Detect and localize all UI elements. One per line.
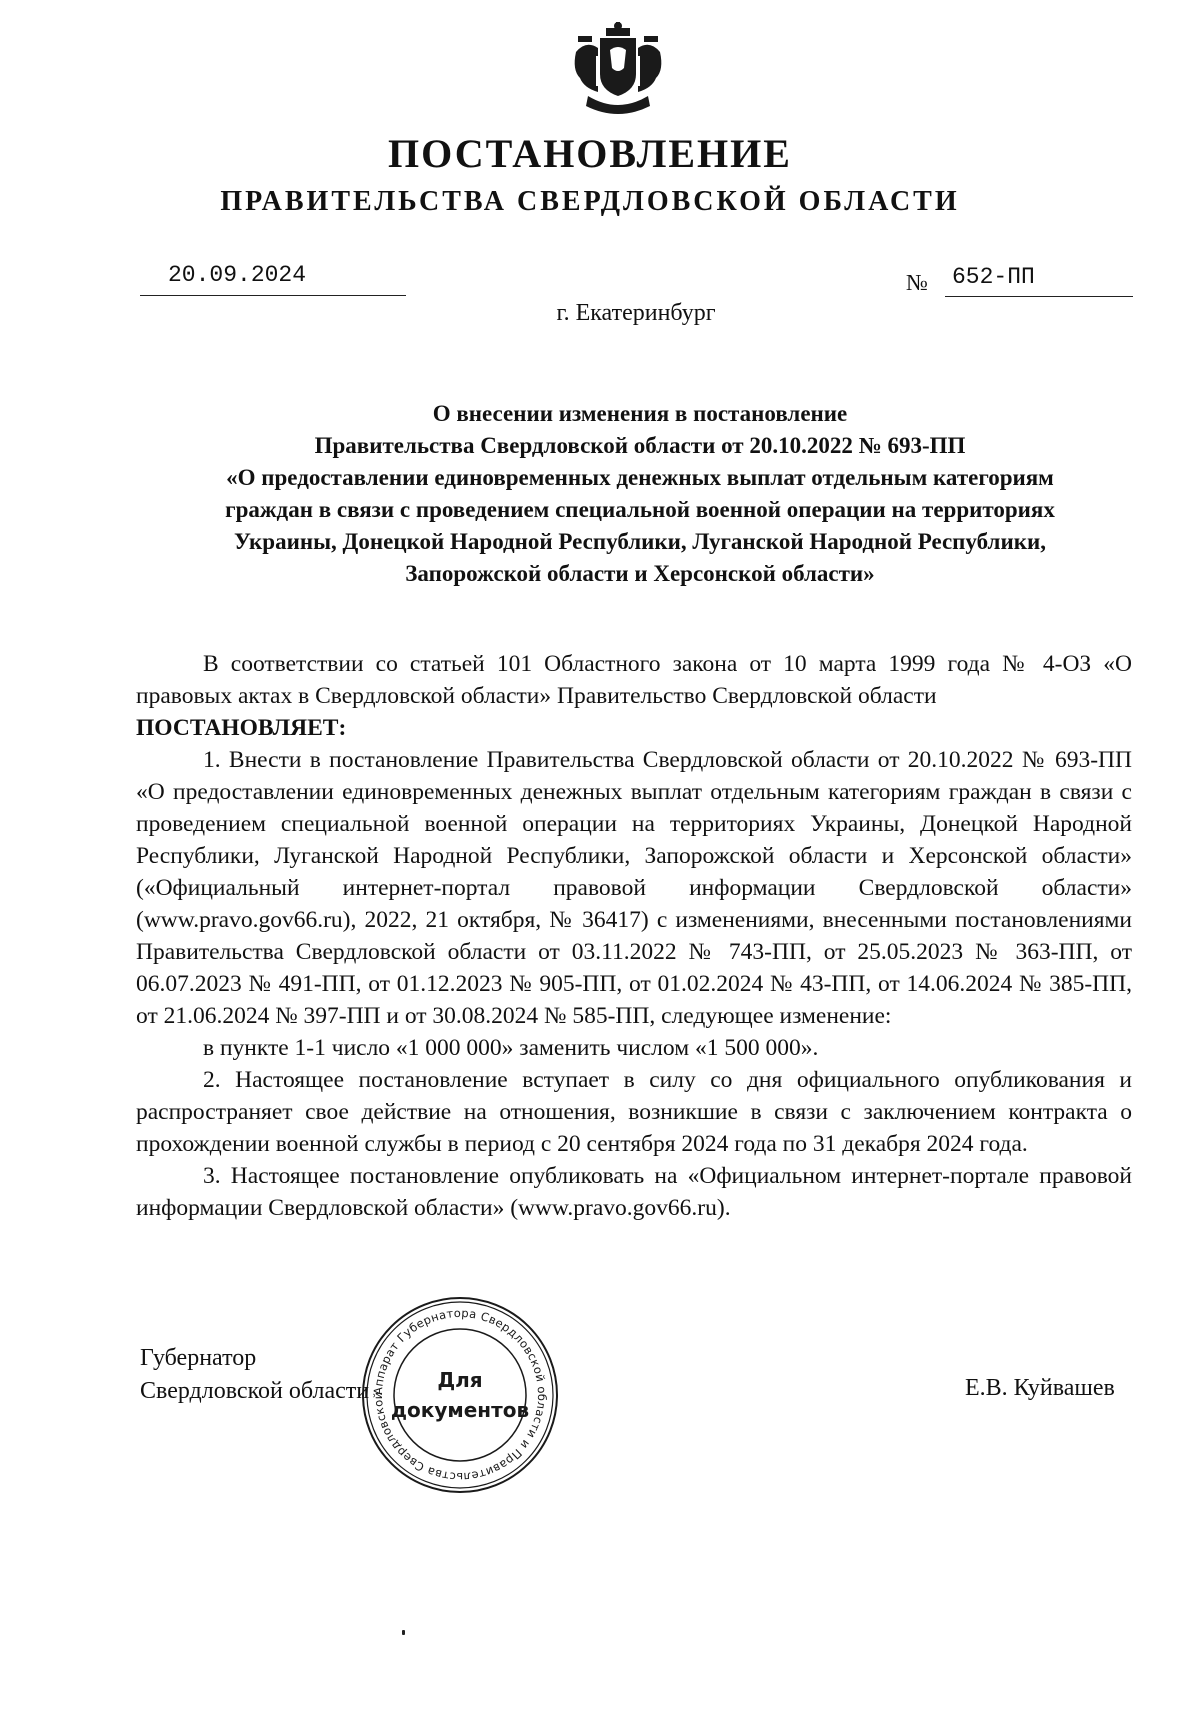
item-1-change: в пункте 1-1 число «1 000 000» заменить числом «1 500 000». — [203, 1035, 819, 1061]
scan-speck — [402, 1630, 405, 1635]
document-heading — [140, 398, 1140, 590]
document-date: 20.09.2024 — [168, 262, 307, 288]
heading-line: Украины, Донецкой Народной Республики, Луганской Народной Республики, — [234, 529, 1046, 554]
decree-word: ПОСТАНОВЛЯЕТ: — [136, 715, 347, 741]
number-sign: № — [906, 270, 928, 295]
document-number: 652-ПП — [952, 264, 1035, 290]
signatory-title-line: Губернатор — [140, 1345, 257, 1371]
signatory-title — [140, 1342, 369, 1408]
number-underline — [945, 296, 1133, 297]
item-1-paragraph: 1. Внести в постановление Правительства Свердловской области от 20.10.2022 № 693-ПП «О предоставлении единовременных денежных выплат отдельным категориям граждан в связи с проведением специальной военной операции на территориях Украины, Донецкой Народной Республики, Луганской Народной Республики, Запорожской области и Херсонской области» («Официальный интернет-портал правовой информации Свердловской области» (www.pravo.gov66.ru), 2022, 21 октября, № 36417) с изменениями, внесенными постановлениями Правительства Свердловской области от 03.11.2022 № 743-ПП, от 25.05.2023 № 363-ПП, от 06.07.2023 № 491-ПП, от 01.12.2023 № 905-ПП, от 01.02.2024 № 43-ПП, от 14.06.2024 № 385-ПП, от 21.06.2024 № 397-ПП и от 30.08.2024 № 585-ПП, следующее изменение: — [136, 747, 1132, 1029]
heading-line: О внесении изменения в постановление — [432, 401, 848, 426]
stamp-center-text — [360, 1365, 560, 1425]
preamble-paragraph: В соответствии со статьей 101 Областного закона от 10 марта 1999 года № 4-ОЗ «О правовых актах в Свердловской области» Правительство Свердловской области — [136, 651, 1132, 709]
coat-of-arms-icon — [570, 22, 666, 122]
heading-line: граждан в связи с проведением специальной военной операции на территориях — [225, 497, 1055, 522]
svg-text:Аппарат Губернатора Свердловск: Аппарат Губернатора Свердловской области и Правительства Свердловской — [370, 1305, 550, 1485]
signatory-title-line: Свердловской области — [140, 1378, 370, 1404]
heading-line: «О предоставлении единовременных денежных выплат отдельным категориям — [226, 465, 1054, 490]
heading-line: Запорожской области и Херсонской области» — [405, 561, 875, 586]
heading-line: Правительства Свердловской области от 20.10.2022 № 693-ПП — [314, 433, 966, 458]
item-2-paragraph: 2. Настоящее постановление вступает в силу со дня официального опубликования и распространяет свое действие на отношения, возникшие в связи с заключением контракта о прохождении военной службы в период с 20 сентября 2024 года по 31 декабря 2024 года. — [136, 1067, 1132, 1157]
document-title: ПОСТАНОВЛЕНИЕ — [388, 131, 792, 176]
document-city: г. Екатеринбург — [556, 300, 716, 326]
seal-stamp — [360, 1295, 560, 1495]
stamp-center-line: документов — [390, 1398, 530, 1422]
date-underline — [140, 295, 406, 296]
signatory-name: Е.В. Куйвашев — [965, 1375, 1115, 1401]
item-3-paragraph: 3. Настоящее постановление опубликовать на «Официальном интернет-портале правовой информации Свердловской области» (www.pravo.gov66.ru). — [136, 1163, 1132, 1221]
document-subtitle: ПРАВИТЕЛЬСТВА СВЕРДЛОВСКОЙ ОБЛАСТИ — [220, 186, 960, 217]
document-body — [136, 648, 1132, 1224]
stamp-center-line: Для — [437, 1368, 483, 1392]
